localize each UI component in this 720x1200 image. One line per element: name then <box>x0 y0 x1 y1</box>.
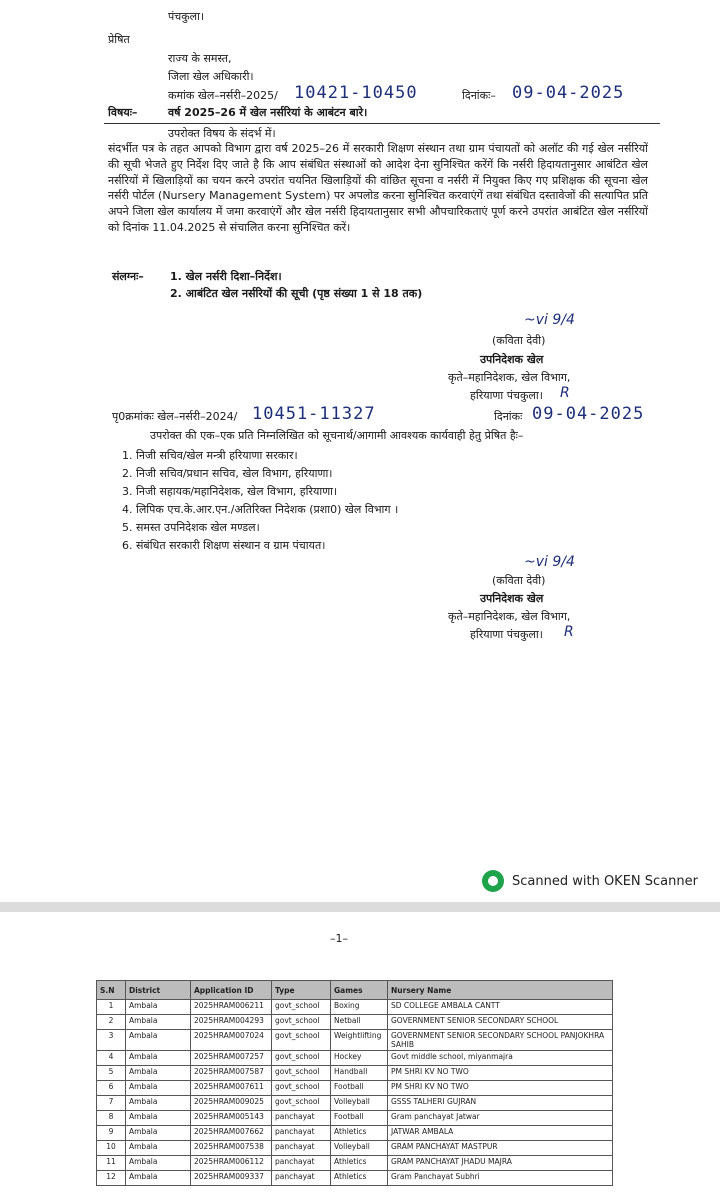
table-row <box>97 1030 613 1051</box>
table-cell: Ambala <box>126 1111 191 1126</box>
table-cell: 2025HRAM007257 <box>191 1051 272 1066</box>
date-label: दिनांकः– <box>462 89 496 102</box>
table-cell: Ambala <box>126 1000 191 1015</box>
enclosure-label: संलग्नः– <box>112 270 144 283</box>
annexure-page <box>0 912 720 1200</box>
table-cell: 2 <box>97 1015 126 1030</box>
signatory-name: (कविता देवी) <box>492 334 546 347</box>
recipient-line-2: जिला खेल अधिकारी। <box>168 70 254 83</box>
table-cell: Handball <box>331 1066 388 1081</box>
table-cell: govt_school <box>272 1030 331 1051</box>
table-cell: GRAM PANCHAYAT JHADU MAJRA <box>388 1156 613 1171</box>
table-cell: Hockey <box>331 1051 388 1066</box>
table-cell: 7 <box>97 1096 126 1111</box>
table-cell: SD COLLEGE AMBALA CANTT <box>388 1000 613 1015</box>
table-cell: 2025HRAM005143 <box>191 1111 272 1126</box>
table-row <box>97 1111 613 1126</box>
table-cell: Volleyball <box>331 1141 388 1156</box>
table-cell: JATWAR AMBALA <box>388 1126 613 1141</box>
letter-body: संदर्भीत पत्र के तहत आपको विभाग द्वारा वर्ष 2025–26 में सरकारी शिक्षण संस्थान तथा ग्राम पंचायतों को अलॉट की गई खेल नर्सरियों की सूची भेजते हुए निर्देश दिए जाते है कि आप संबंधित संस्थाओं को आदेश देना सुनिश्चित करेंगें कि नर्सरी हिदायतानुसार आबंटित खेल नर्सरियों में खिलाड़ियों का चयन करने उपरांत चयनित खिलाड़ियों की वांछित सूचना व नर्सरी में नियुक्त किए गए प्रशिक्षक की सूचना खेल नर्सरी पोर्टल (Nursery Management System) पर अपलोड करना सुनिश्चित करवाएंगें तथा संबंधित दस्तावेजों की सत्यापित प्रति अपने जिला खेल कार्यालय में जमा करवाएंगें और खेल नर्सरी हिदायतानुसार सभी औपचारिकताएं पूर्ण करने उपरांत आबंटित खेल नर्सरियों को दिनांक 11.04.2025 से संचालित करना सुनिश्चित करें। <box>108 142 648 234</box>
endorsement-label: पृ0क्रमांकः खेल–नर्सरी–2024/ <box>112 410 238 423</box>
table-cell: Govt middle school, miyanmajra <box>388 1051 613 1066</box>
table-cell: Ambala <box>126 1051 191 1066</box>
table-cell: Ambala <box>126 1081 191 1096</box>
table-row <box>97 1051 613 1066</box>
table-cell: panchayat <box>272 1156 331 1171</box>
scanner-label: Scanned with OKEN Scanner <box>512 873 698 889</box>
table-cell: Athletics <box>331 1156 388 1171</box>
signatory-name: (कविता देवी) <box>492 574 546 587</box>
table-cell: govt_school <box>272 1051 331 1066</box>
column-header: Type <box>272 981 331 1000</box>
table-cell: GOVERNMENT SENIOR SECONDARY SCHOOL PANJOKHRA SAHIB <box>388 1030 613 1051</box>
column-header: S.N <box>97 981 126 1000</box>
table-cell: 2025HRAM007538 <box>191 1141 272 1156</box>
table-cell: Gram Panchayat Subhri <box>388 1171 613 1186</box>
table-cell: 2025HRAM006112 <box>191 1156 272 1171</box>
table-cell: panchayat <box>272 1111 331 1126</box>
table-cell: panchayat <box>272 1171 331 1186</box>
table-cell: 2025HRAM007587 <box>191 1066 272 1081</box>
table-cell: Football <box>331 1081 388 1096</box>
initial-mark: R <box>564 624 574 640</box>
table-cell: Ambala <box>126 1171 191 1186</box>
table-cell: Athletics <box>331 1126 388 1141</box>
table-row <box>97 1171 613 1186</box>
table-cell: 5 <box>97 1066 126 1081</box>
signatory-line-2: हरियाणा पंचकुला। <box>470 389 543 402</box>
table-cell: govt_school <box>272 1015 331 1030</box>
table-cell: 2025HRAM004293 <box>191 1015 272 1030</box>
signature-scribble: ~vi 9/4 <box>524 554 575 570</box>
page-number: –1– <box>330 932 348 945</box>
table-cell: govt_school <box>272 1066 331 1081</box>
reference-label: कमांक खेल–नर्सरी–2025/ <box>168 89 278 102</box>
column-header: Application ID <box>191 981 272 1000</box>
table-row <box>97 1141 613 1156</box>
table-cell: 12 <box>97 1171 126 1186</box>
subject-label: विषयः– <box>108 106 138 119</box>
oken-scanner-icon <box>482 870 504 892</box>
endorsement-number-handwritten: 10451-11327 <box>252 404 376 424</box>
table-cell: Ambala <box>126 1126 191 1141</box>
enclosure-item: 1. खेल नर्सरी दिशा–निर्देश। <box>170 270 282 283</box>
table-cell: Ambala <box>126 1141 191 1156</box>
endorsement-date-handwritten: 09-04-2025 <box>532 404 645 424</box>
table-row <box>97 1000 613 1015</box>
date-handwritten: 09-04-2025 <box>512 83 625 103</box>
copy-list-item: 4. लिपिक एच.के.आर.एन./अतिरिक्त निदेशक (प्रशा0) खेल विभाग । <box>122 503 399 516</box>
table-cell: 8 <box>97 1111 126 1126</box>
endorsement-intro: उपरोक्त की एक–एक प्रति निम्नलिखित को सूचनार्थ/आगामी आवश्यक कार्यवाही हेतु प्रेषित हैः– <box>150 429 524 442</box>
prashit-label: प्रेषित <box>108 33 130 46</box>
table-cell: PM SHRI KV NO TWO <box>388 1066 613 1081</box>
table-cell: 2025HRAM007611 <box>191 1081 272 1096</box>
table-header-row <box>97 981 613 1000</box>
table-cell: 10 <box>97 1141 126 1156</box>
table-cell: Athletics <box>331 1171 388 1186</box>
subject-rule <box>104 123 660 124</box>
table-cell: panchayat <box>272 1141 331 1156</box>
table-cell: 2025HRAM006211 <box>191 1000 272 1015</box>
column-header: Nursery Name <box>388 981 613 1000</box>
table-cell: Ambala <box>126 1096 191 1111</box>
nursery-table <box>96 980 613 1186</box>
copy-list-item: 6. संबंधित सरकारी शिक्षण संस्थान व ग्राम पंचायत। <box>122 539 326 552</box>
reference-number-handwritten: 10421-10450 <box>294 83 418 103</box>
signatory-line-2: हरियाणा पंचकुला। <box>470 628 543 641</box>
table-row <box>97 1015 613 1030</box>
table-row <box>97 1081 613 1096</box>
table-row <box>97 1126 613 1141</box>
table-cell: PM SHRI KV NO TWO <box>388 1081 613 1096</box>
table-row <box>97 1066 613 1081</box>
column-header: Games <box>331 981 388 1000</box>
copy-list-item: 1. निजी सचिव/खेल मन्त्री हरियाणा सरकार। <box>122 449 298 462</box>
table-cell: Boxing <box>331 1000 388 1015</box>
table-cell: Football <box>331 1111 388 1126</box>
table-cell: 2025HRAM007024 <box>191 1030 272 1051</box>
table-row <box>97 1156 613 1171</box>
table-cell: 11 <box>97 1156 126 1171</box>
table-cell: 2025HRAM007662 <box>191 1126 272 1141</box>
table-cell: govt_school <box>272 1081 331 1096</box>
enclosure-item: 2. आबंटित खेल नर्सरियों की सूची (पृष्ठ संख्या 1 से 18 तक) <box>170 287 423 300</box>
table-cell: Netball <box>331 1015 388 1030</box>
table-cell: panchayat <box>272 1126 331 1141</box>
table-cell: 2025HRAM009025 <box>191 1096 272 1111</box>
salutation: उपरोक्त विषय के संदर्भ में। <box>168 127 276 140</box>
signatory-title: उपनिदेशक खेल <box>480 592 544 605</box>
table-cell: Weightlifting <box>331 1030 388 1051</box>
scanner-watermark <box>482 870 698 892</box>
table-cell: Volleyball <box>331 1096 388 1111</box>
table-cell: Ambala <box>126 1015 191 1030</box>
signatory-line-1: कृते–महानिदेशक, खेल विभाग, <box>448 610 571 623</box>
table-cell: 6 <box>97 1081 126 1096</box>
table-cell: 1 <box>97 1000 126 1015</box>
table-cell: 2025HRAM009337 <box>191 1171 272 1186</box>
table-cell: govt_school <box>272 1000 331 1015</box>
table-cell: Gram panchayat Jatwar <box>388 1111 613 1126</box>
signature-scribble: ~vi 9/4 <box>524 312 575 328</box>
endorsement-date-label: दिनांकः <box>494 410 523 423</box>
table-row <box>97 1096 613 1111</box>
table-cell: govt_school <box>272 1096 331 1111</box>
copy-list-item: 5. समस्त उपनिदेशक खेल मण्डल। <box>122 521 260 534</box>
copy-list-item: 2. निजी सचिव/प्रधान सचिव, खेल विभाग, हरियाणा। <box>122 467 333 480</box>
table-cell: Ambala <box>126 1030 191 1051</box>
table-cell: 4 <box>97 1051 126 1066</box>
subject-text: वर्ष 2025–26 में खेल नर्सरियां के आबंटन बारे। <box>168 106 368 119</box>
table-cell: Ambala <box>126 1156 191 1171</box>
table-cell: 9 <box>97 1126 126 1141</box>
column-header: District <box>126 981 191 1000</box>
table-cell: GSSS TALHERI GUJRAN <box>388 1096 613 1111</box>
signatory-title: उपनिदेशक खेल <box>480 353 544 366</box>
table-cell: Ambala <box>126 1066 191 1081</box>
copy-list-item: 3. निजी सहायक/महानिदेशक, खेल विभाग, हरियाणा। <box>122 485 338 498</box>
table-cell: GOVERNMENT SENIOR SECONDARY SCHOOL <box>388 1015 613 1030</box>
initial-mark: R <box>560 385 570 401</box>
table-cell: 3 <box>97 1030 126 1051</box>
recipient-line-1: राज्य के समस्त, <box>168 52 232 65</box>
table-cell: GRAM PANCHAYAT MASTPUR <box>388 1141 613 1156</box>
signatory-line-1: कृते–महानिदेशक, खेल विभाग, <box>448 371 571 384</box>
top-fragment: पंचकुला। <box>168 10 205 23</box>
